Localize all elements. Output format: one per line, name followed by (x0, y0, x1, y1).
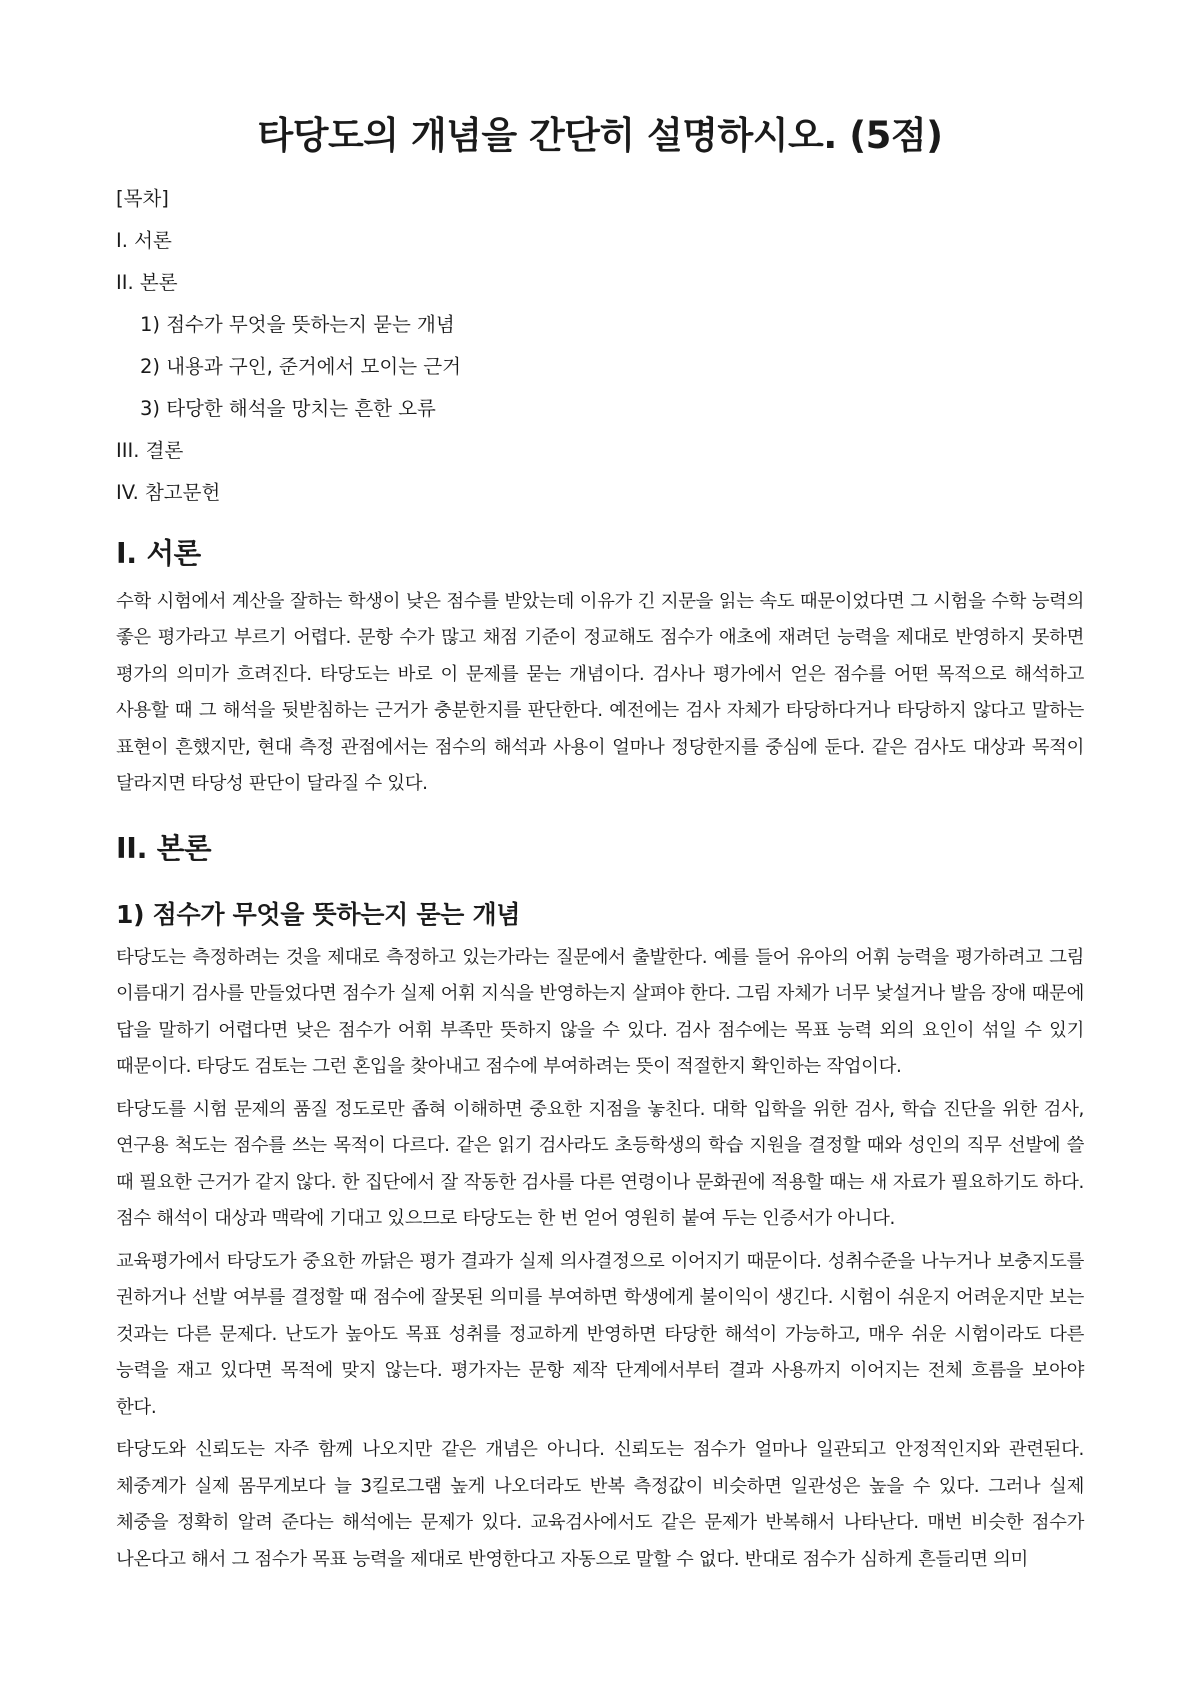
toc-item-body: II. 본론 (116, 271, 178, 295)
section-heading-body: II. 본론 (116, 831, 212, 865)
toc-item-body-1: 1) 점수가 무엇을 뜻하는지 묻는 개념 (140, 313, 455, 337)
intro-paragraph: 수학 시험에서 계산을 잘하는 학생이 낮은 점수를 받았는데 이유가 긴 지문을 읽는 속도 때문이었다면 그 시험을 수학 능력의 좋은 평가라고 부르기 어렵다. 문항 수가 많고 채점 기준이 정교해도 점수가 애초에 재려던 능력을 제대로 반영하지 못하면 평가의 의미가 흐려진다. 타당도는 바로 이 문제를 묻는 개념이다. 검사나 평가에서 얻은 점수를 어떤 목적으로 해석하고 사용할 때 그 해석을 뒷받침하는 근거가 충분한지를 판단한다. 예전에는 검사 자체가 타당하다거나 타당하지 않다고 말하는 표현이 흔했지만, 현대 측정 관점에서는 점수의 해석과 사용이 얼마나 정당한지를 중심에 둔다. 같은 검사도 대상과 목적이 달라지면 타당성 판단이 달라질 수 있다. (116, 590, 1084, 795)
subsection-heading-1: 1) 점수가 무엇을 뜻하는지 묻는 개념 (116, 899, 521, 929)
page-title: 타당도의 개념을 간단히 설명하시오. (5점) (257, 114, 943, 157)
toc-item-conclusion: III. 결론 (116, 439, 184, 463)
toc-label: [목차] (116, 187, 169, 211)
toc-item-references: IV. 참고문헌 (116, 481, 221, 505)
section-intro (116, 534, 1084, 803)
toc-list (116, 220, 1084, 514)
body-paragraph: 타당도는 측정하려는 것을 제대로 측정하고 있는가라는 질문에서 출발한다. 예를 들어 유아의 어휘 능력을 평가하려고 그림 이름대기 검사를 만들었다면 점수가 실제 어휘 지식을 반영하는지 살펴야 한다. 그림 자체가 너무 낯설거나 발음 장애 때문에 답을 말하기 어렵다면 낮은 점수가 어휘 부족만 뜻하지 않을 수 있다. 검사 점수에는 목표 능력 외의 요인이 섞일 수 있기 때문이다. 타당도 검토는 그런 혼입을 찾아내고 점수에 부여하려는 뜻이 적절한지 확인하는 작업이다. (116, 946, 1084, 1078)
toc-item-body-3: 3) 타당한 해석을 망치는 흔한 오류 (140, 397, 436, 421)
section-heading-intro: I. 서론 (116, 537, 201, 571)
body-paragraph: 교육평가에서 타당도가 중요한 까닭은 평가 결과가 실제 의사결정으로 이어지기 때문이다. 성취수준을 나누거나 보충지도를 권하거나 선발 여부를 결정할 때 점수에 잘못된 의미를 부여하면 학생에게 불이익이 생긴다. 시험이 쉬운지 어려운지만 보는 것과는 다른 문제다. 난도가 높아도 목표 성취를 정교하게 반영하면 타당한 해석이 가능하고, 매우 쉬운 시험이라도 다른 능력을 재고 있다면 목적에 맞지 않는다. 평가자는 문항 제작 단계에서부터 결과 사용까지 이어지는 전체 흐름을 보아야 한다. (116, 1250, 1085, 1418)
body-paragraph: 타당도와 신뢰도는 자주 함께 나오지만 같은 개념은 아니다. 신뢰도는 점수가 얼마나 일관되고 안정적인지와 관련된다. 체중계가 실제 몸무게보다 늘 3킬로그램 높게 나오더라도 반복 측정값이 비슷하면 일관성은 높을 수 있다. 그러나 실제 체중을 정확히 알려 준다는 해석에는 문제가 있다. 교육검사에서도 같은 문제가 반복해서 나타난다. 매번 비슷한 점수가 나온다고 해서 그 점수가 목표 능력을 제대로 반영한다고 자동으로 말할 수 없다. 반대로 점수가 심하게 흔들리면 의미 (116, 1439, 1084, 1570)
toc-item-intro: I. 서론 (116, 229, 172, 253)
body-paragraph: 타당도를 시험 문제의 품질 정도로만 좁혀 이해하면 중요한 지점을 놓친다. 대학 입학을 위한 검사, 학습 진단을 위한 검사, 연구용 척도는 점수를 쓰는 목적이 다르다. 같은 읽기 검사라도 초등학생의 학습 지원을 결정할 때와 성인의 직무 선발에 쓸 때 필요한 근거가 같지 않다. 한 집단에서 잘 작동한 검사를 다른 연령이나 문화권에 적용할 때는 새 자료가 필요하기도 하다. 점수 해석이 대상과 맥락에 기대고 있으므로 타당도는 한 번 얻어 영원히 붙여 두는 인증서가 아니다. (116, 1098, 1084, 1230)
table-of-contents (116, 178, 1084, 514)
toc-item-body-2: 2) 내용과 구인, 준거에서 모이는 근거 (140, 355, 461, 379)
section-body (116, 829, 1084, 1578)
